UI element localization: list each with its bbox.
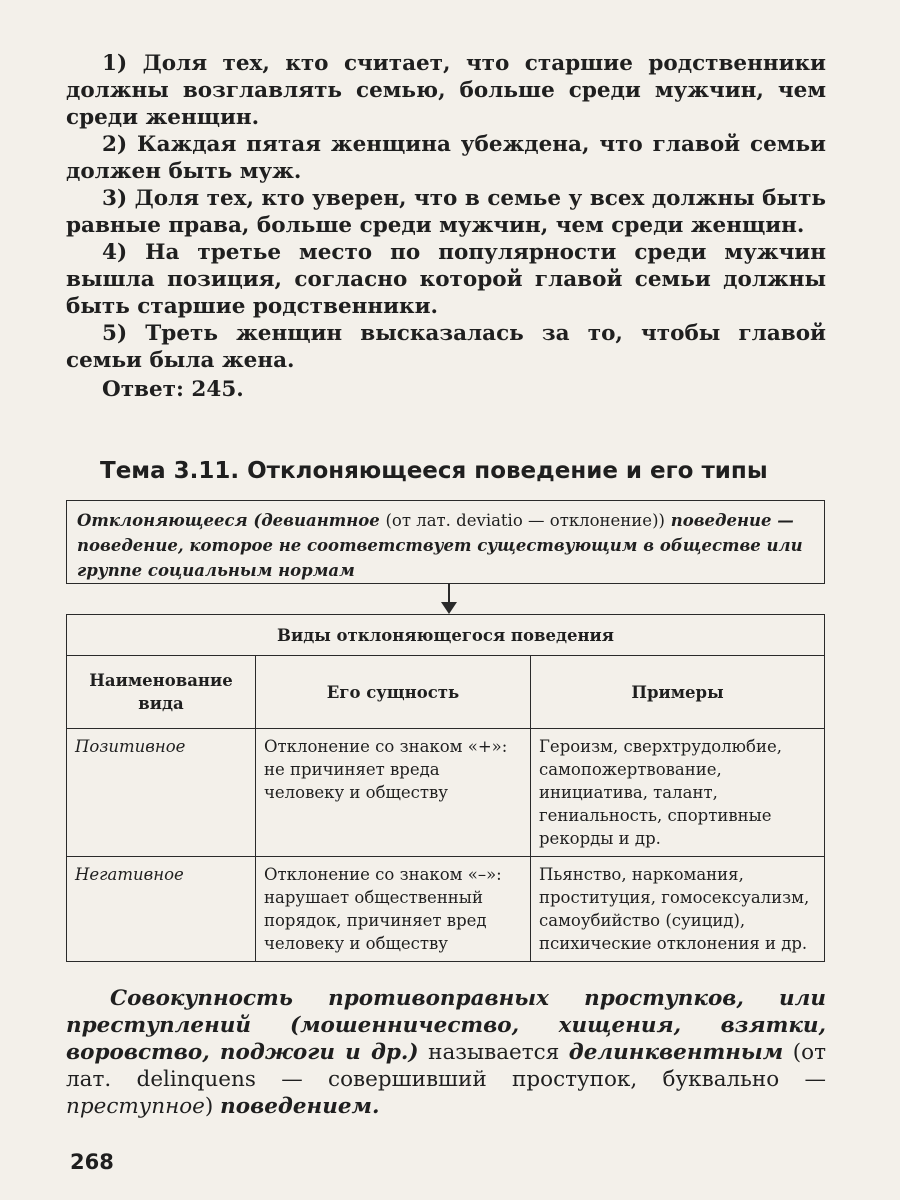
column-header-examples: Примеры bbox=[531, 656, 825, 729]
row-examples: Героизм, сверхтрудолюбие, самопожертвование, инициатива, талант, гениальность, спортивные рекорды и др. bbox=[531, 729, 825, 857]
answer-option-2: 2) Каждая пятая женщина убеждена, что главой семьи должен быть муж. bbox=[66, 132, 826, 184]
topic-title: Тема 3.11. Отклоняющееся поведение и его типы bbox=[100, 458, 768, 484]
final-text-2: (мошенничество, хищения, взятки, воровство, поджоги и др.) bbox=[66, 1013, 827, 1065]
row-examples: Пьянство, наркомания, проституция, гомосексуализм, самоубийство (суицид), психические отклонения и др. bbox=[531, 857, 825, 962]
final-text-5: (от лат. delinquens — совершивший проступок, буквально — bbox=[66, 1040, 826, 1092]
final-term-behavior: поведением. bbox=[220, 1094, 380, 1119]
connector-line bbox=[448, 584, 450, 604]
table-row bbox=[67, 729, 825, 857]
definition-box bbox=[66, 500, 825, 584]
row-essence: Отклонение со знаком «–»: нарушает общественный порядок, причиняет вред человеку и обществу bbox=[256, 857, 531, 962]
definition-term: Отклоняющееся bbox=[77, 511, 248, 530]
table-row bbox=[67, 857, 825, 962]
final-text-3: называется bbox=[428, 1040, 560, 1065]
answer-option-4: 4) На третье место по популярности среди мужчин вышла позиция, согласно которой главой семьи должны быть старшие родственники. bbox=[66, 240, 826, 319]
answer-option-5: 5) Треть женщин высказалась за то, чтобы главой семьи была жена. bbox=[66, 321, 826, 373]
final-text-6: преступное bbox=[66, 1094, 205, 1119]
final-text-7: ) bbox=[204, 1094, 214, 1119]
arrow-down-icon bbox=[441, 602, 457, 614]
final-text-1: Совокупность противоправных проступков, или преступлений bbox=[66, 986, 826, 1038]
column-header-name: Наименование вида bbox=[67, 656, 256, 729]
answer-line: Ответ: 245. bbox=[102, 377, 244, 402]
deviance-types-table bbox=[66, 614, 825, 962]
definition-text: — поведение, которое не соответствует существующим в обществе или группе социальным нормам bbox=[77, 511, 803, 580]
definition-term-alt: (девиантное bbox=[253, 511, 380, 530]
row-essence: Отклонение со знаком «+»: не причиняет вреда человеку и обществу bbox=[256, 729, 531, 857]
table-caption: Виды отклоняющегося поведения bbox=[67, 615, 825, 656]
final-term-delinquent: делинквентным bbox=[568, 1040, 784, 1065]
row-type-name: Позитивное bbox=[67, 729, 256, 857]
page-number: 268 bbox=[70, 1150, 114, 1174]
definition-term-2: поведение bbox=[670, 511, 772, 530]
answer-option-3: 3) Доля тех, кто уверен, что в семье у всех должны быть равные права, больше среди мужчин, чем среди женщин. bbox=[66, 186, 826, 238]
column-header-essence: Его сущность bbox=[256, 656, 531, 729]
answer-option-1: 1) Доля тех, кто считает, что старшие родственники должны возглавлять семью, больше среди мужчин, чем среди женщин. bbox=[66, 51, 826, 130]
row-type-name: Негативное bbox=[67, 857, 256, 962]
answer-options bbox=[66, 50, 826, 403]
definition-etymology: (от лат. deviatio — отклонение)) bbox=[385, 511, 665, 530]
delinquent-paragraph bbox=[66, 985, 826, 1120]
